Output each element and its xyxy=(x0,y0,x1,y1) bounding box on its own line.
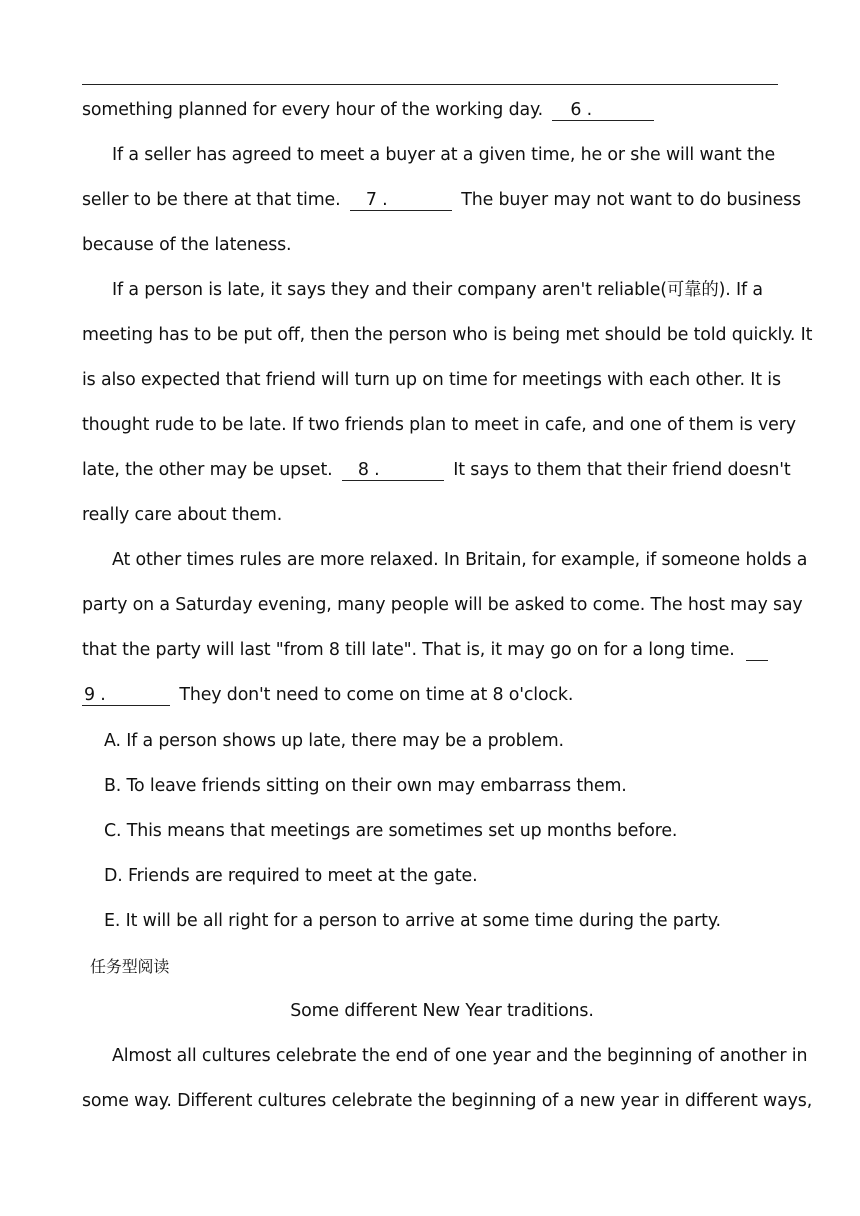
blank-number: 6 . xyxy=(570,100,593,120)
line-text: that the party will last "from 8 till late". That is, it may go on for a long time. xyxy=(82,640,735,660)
line-text: some way. Different cultures celebrate the beginning of a new year in different ways, xyxy=(82,1091,813,1111)
answer-blank-9-start[interactable] xyxy=(746,640,768,661)
line-text: They don't need to come on time at 8 o'clock. xyxy=(179,685,574,705)
option-a xyxy=(104,729,782,753)
answer-blank-6[interactable] xyxy=(552,100,654,121)
answer-blank-8[interactable] xyxy=(342,460,444,481)
line-text: If a seller has agreed to meet a buyer at a given time, he or she will want the xyxy=(112,145,776,165)
passage-title xyxy=(0,999,860,1023)
option-text: A. If a person shows up late, there may be a problem. xyxy=(104,731,564,751)
option-text: C. This means that meetings are sometimes set up months before. xyxy=(104,821,678,841)
text-line-2 xyxy=(112,143,782,167)
option-text: B. To leave friends sitting on their own may embarrass them. xyxy=(104,776,627,796)
line-text: At other times rules are more relaxed. In Britain, for example, if someone holds a xyxy=(112,550,808,570)
blank-number: 9 . xyxy=(84,685,106,705)
line-text: seller to be there at that time. xyxy=(82,190,341,210)
text-line-12 xyxy=(82,593,803,617)
blank-number: 8 . xyxy=(357,460,380,480)
text-line-14 xyxy=(82,683,782,707)
header-rule xyxy=(82,84,778,85)
text-line-1 xyxy=(82,98,782,122)
option-b xyxy=(104,774,782,798)
section-label-text: 任务型阅读 xyxy=(90,957,170,976)
option-e xyxy=(104,909,782,933)
text-line-6 xyxy=(82,323,813,347)
answer-blank-7[interactable] xyxy=(350,190,452,211)
option-text: D. Friends are required to meet at the gate. xyxy=(104,866,478,886)
line-text: because of the lateness. xyxy=(82,235,292,255)
line-text: If a person is late, it says they and their company aren't reliable(可靠的). If a xyxy=(112,280,763,300)
text-line-3 xyxy=(82,188,801,212)
text-line-9 xyxy=(82,458,791,482)
option-c xyxy=(104,819,782,843)
text-line-10 xyxy=(82,503,782,527)
line-text: really care about them. xyxy=(82,505,283,525)
passage-title-text: Some different New Year traditions. xyxy=(290,1001,594,1021)
section-label xyxy=(90,955,790,979)
text-line-13 xyxy=(82,638,782,662)
line-text: something planned for every hour of the working day. xyxy=(82,100,543,120)
line-text: thought rude to be late. If two friends plan to meet in cafe, and one of them is very xyxy=(82,415,796,435)
line-text: is also expected that friend will turn up on time for meetings with each other. It is xyxy=(82,370,781,390)
answer-blank-9[interactable] xyxy=(82,685,170,706)
line-text: meeting has to be put off, then the person who is being met should be told quickly. It xyxy=(82,325,813,345)
line-text: late, the other may be upset. xyxy=(82,460,333,480)
option-d xyxy=(104,864,782,888)
line-text: party on a Saturday evening, many people will be asked to come. The host may say xyxy=(82,595,803,615)
line-text: Almost all cultures celebrate the end of one year and the beginning of another in xyxy=(112,1046,808,1066)
passage-line-2 xyxy=(82,1089,813,1113)
text-line-5 xyxy=(112,278,782,302)
text-line-4 xyxy=(82,233,782,257)
line-text: It says to them that their friend doesn't xyxy=(453,460,791,480)
text-line-8 xyxy=(82,413,796,437)
blank-number: 7 . xyxy=(365,190,388,210)
passage-line-1 xyxy=(112,1044,808,1068)
line-text: The buyer may not want to do business xyxy=(461,190,801,210)
text-line-11 xyxy=(112,548,808,572)
option-text: E. It will be all right for a person to arrive at some time during the party. xyxy=(104,911,721,931)
text-line-7 xyxy=(82,368,782,392)
